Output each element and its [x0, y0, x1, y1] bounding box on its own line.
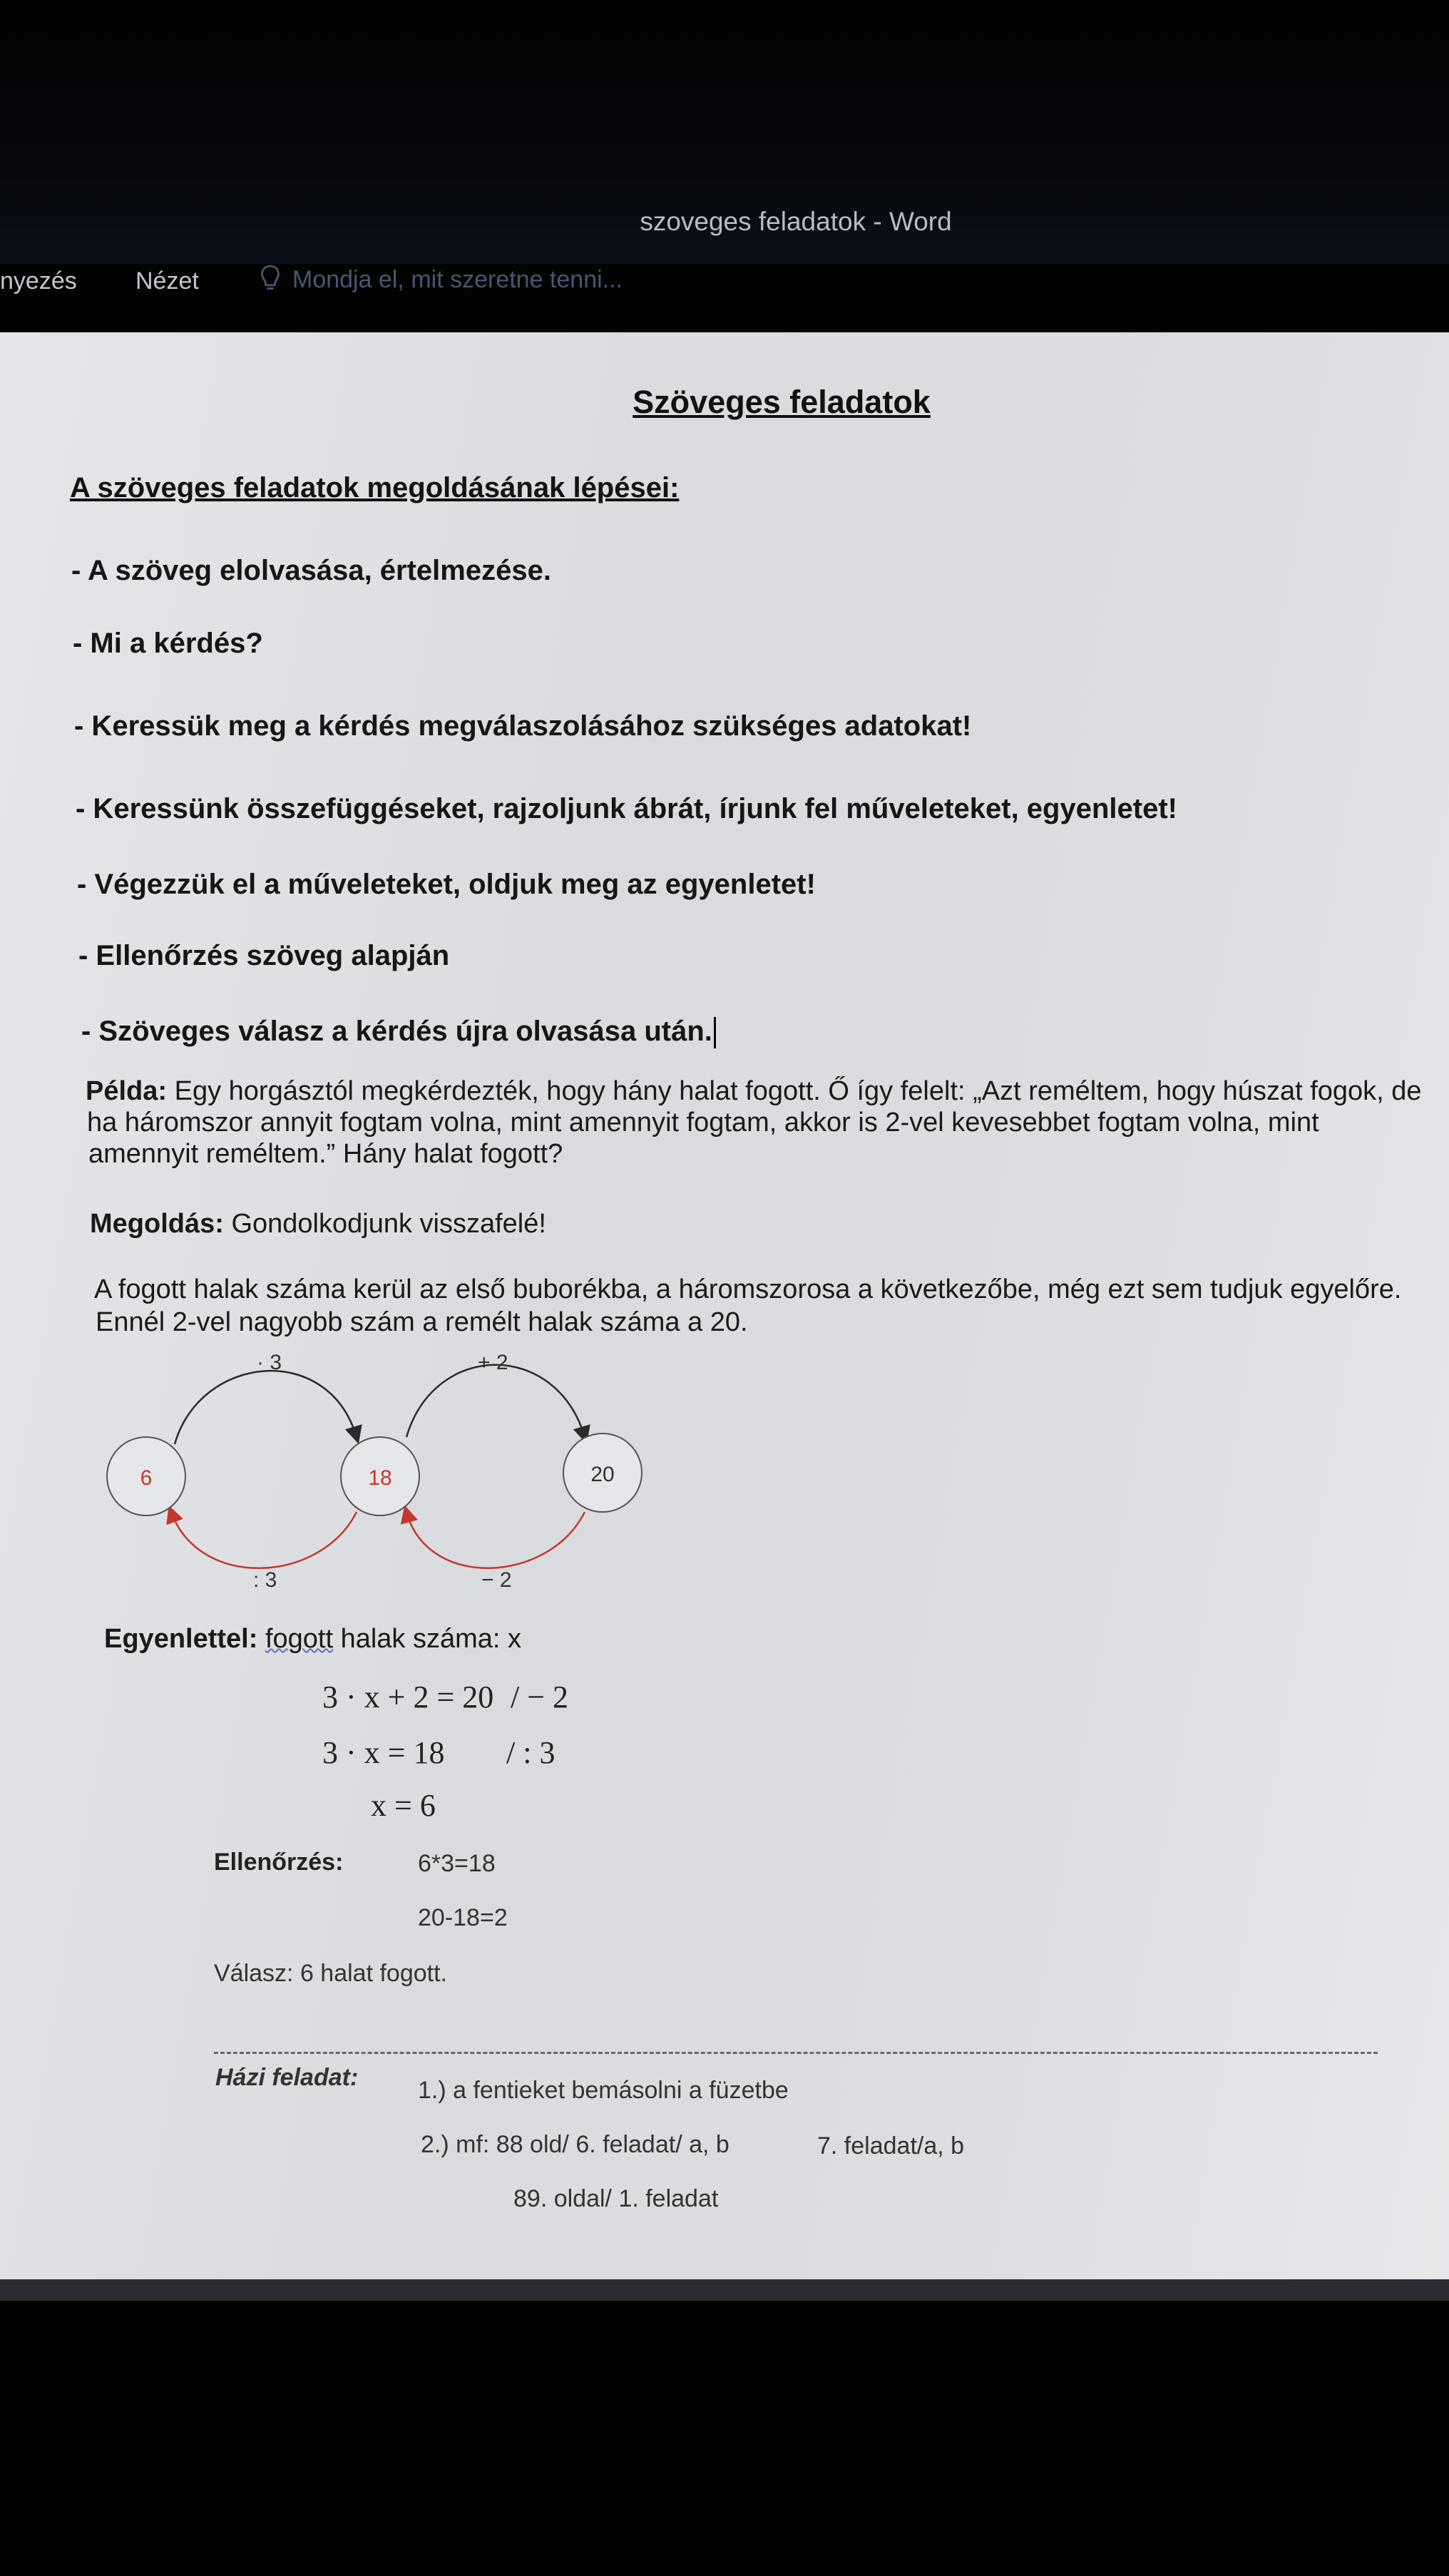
check-line-1: 6*3=18	[418, 1850, 496, 1877]
bottom-label-1: : 3	[253, 1568, 277, 1592]
equation-op-1: / − 2	[511, 1680, 569, 1714]
window-title: szoveges feladatok - Word	[640, 207, 952, 236]
step-5: - Végezzük el a műveleteket, oldjuk meg az egyenletet!	[77, 869, 816, 900]
title-bar	[0, 0, 1449, 264]
forward-arc-1	[175, 1371, 357, 1444]
text-cursor	[714, 1017, 716, 1048]
example-line-3: amennyit reméltem.” Hány halat fogott?	[88, 1139, 563, 1169]
bubble-text-1: A fogott halak száma kerül az első buborékba, a háromszorosa a következőbe, még ezt sem tudjuk egyelőre.	[94, 1274, 1402, 1304]
homework-item-3: 89. oldal/ 1. feladat	[513, 2185, 719, 2212]
backward-arc-1	[171, 1512, 357, 1568]
example-line-2: ha háromszor annyit fogtam volna, mint amennyit fogtam, akkor is 2-vel kevesebbet fogtam volna, mint	[87, 1108, 1319, 1138]
equation-line-2: 3 · x = 18	[322, 1735, 445, 1770]
step-4: - Keressünk összefüggéseket, rajzoljunk ábrát, írjunk fel műveleteket, egyenletet!	[76, 793, 1177, 824]
step-3: - Keressük meg a kérdés megválaszolásához szükséges adatokat!	[74, 710, 972, 742]
equation-line-3: x = 6	[371, 1788, 436, 1823]
check-line-2: 20-18=2	[418, 1904, 508, 1931]
bubble-1-value: 6	[140, 1466, 153, 1490]
ribbon-tab-partial[interactable]: nyezés	[0, 267, 77, 295]
step-7: - Szöveges válasz a kérdés újra olvasása után.	[81, 1016, 716, 1048]
homework-item-1: 1.) a fentieket bemásolni a füzetbe	[418, 2077, 789, 2104]
check-label: Ellenőrzés:	[214, 1849, 344, 1876]
lightbulb-icon	[258, 264, 282, 295]
homework-item-2b: 7. feladat/a, b	[817, 2132, 965, 2160]
dashed-divider	[214, 2052, 1378, 2054]
document-title: Szöveges feladatok	[633, 384, 931, 420]
top-label-1: · 3	[257, 1351, 282, 1374]
example-line-1: Példa: Egy horgásztól megkérdezték, hogy hány halat fogott. Ő így felelt: „Azt reméltem, hogy húszat fogok, de	[86, 1076, 1422, 1106]
homework-item-2: 2.) mf: 88 old/ 6. feladat/ a, b	[421, 2131, 729, 2158]
forward-arc-2	[406, 1365, 585, 1437]
top-label-2: + 2	[478, 1351, 508, 1374]
bubble-diagram	[93, 1348, 649, 1605]
ribbon-tab-view[interactable]: Nézet	[135, 267, 199, 295]
equation-line-1: 3 · x + 2 = 20	[322, 1680, 494, 1714]
bubble-2-value: 18	[368, 1466, 392, 1490]
homework-label: Házi feladat:	[215, 2064, 359, 2091]
solution-line: Megoldás: Gondolkodjunk visszafelé!	[90, 1209, 546, 1239]
bubble-3-value: 20	[590, 1463, 615, 1486]
tell-me-search[interactable]	[258, 264, 623, 295]
steps-heading: A szöveges feladatok megoldásának lépései:	[70, 472, 680, 504]
bubble-text-2: Ennél 2-vel nagyobb szám a remélt halak száma a 20.	[96, 1307, 748, 1337]
equation-op-2: / : 3	[506, 1735, 555, 1770]
step-2: - Mi a kérdés?	[73, 628, 263, 659]
equation-heading: Egyenlettel: fogott halak száma: x	[104, 1624, 522, 1654]
tell-me-placeholder: Mondja el, mit szeretne tenni...	[292, 265, 623, 293]
answer-line: Válasz: 6 halat fogott.	[214, 1960, 447, 1987]
step-6: - Ellenőrzés szöveg alapján	[78, 940, 450, 971]
status-bar	[0, 2279, 1449, 2301]
backward-arc-2	[406, 1512, 585, 1568]
step-1: - A szöveg elolvasása, értelmezése.	[71, 555, 551, 586]
bottom-label-2: − 2	[481, 1568, 512, 1592]
